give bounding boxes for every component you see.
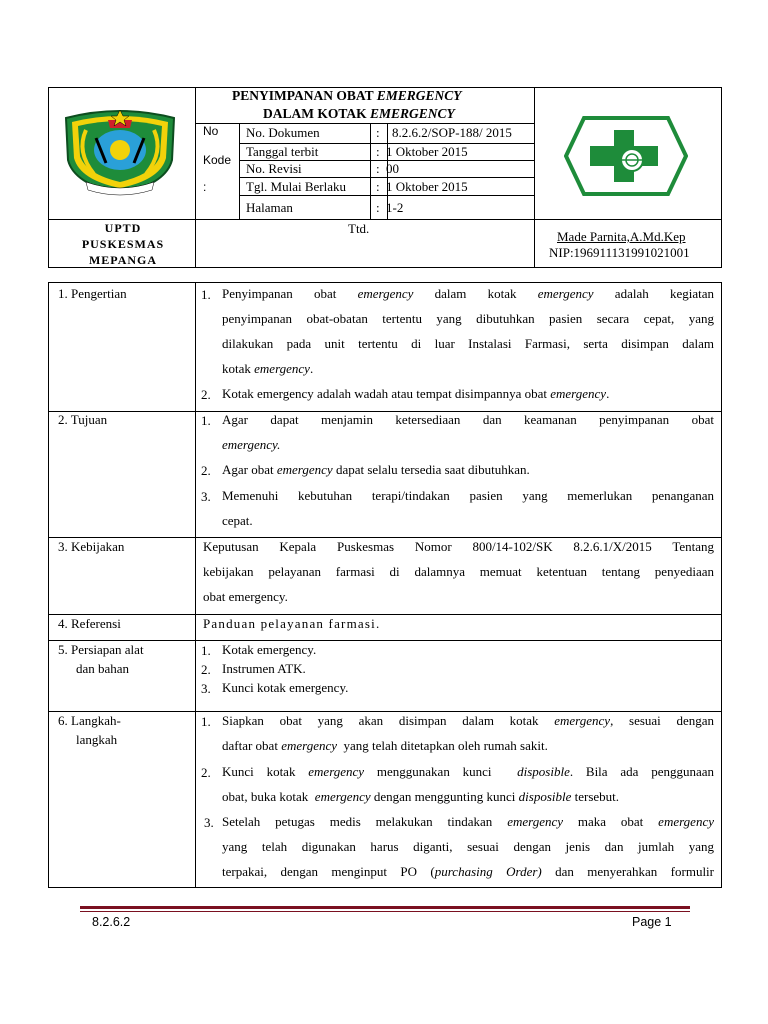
doc-title-line2: DALAM KOTAK EMERGENCY xyxy=(263,106,455,121)
text-line: Agar dapat menjamin ketersediaan dan keamanan penyimpanan obat xyxy=(222,412,714,427)
field-label-halaman: Halaman xyxy=(246,200,293,215)
text-line: kebijakan pelayanan farmasi di dalamnya memuat ketentuan tentang penyediaan xyxy=(203,564,714,579)
item-number: 3. xyxy=(201,489,211,504)
text-line: terpakai, dengan menginput PO (purchasing Order) dan menyerahkan formulir xyxy=(222,864,714,879)
item-number: 1. xyxy=(201,714,211,729)
section-label-referensi: 4. Referensi xyxy=(58,616,121,631)
field-colon: : xyxy=(376,144,380,159)
text-line: obat, buka kotak emergency dengan menggunting kunci disposible tersebut. xyxy=(222,789,620,804)
field-label-no-dokumen: No. Dokumen xyxy=(246,125,320,140)
section-label-kebijakan: 3. Kebijakan xyxy=(58,539,125,554)
text-line: Keputusan Kepala Puskesmas Nomor 800/14-102/SK 8.2.6.1/X/2015 Tentang xyxy=(203,539,714,554)
item-number: 2. xyxy=(201,387,211,402)
section-label-langkah-2: langkah xyxy=(76,732,118,747)
section-label-persiapan: 5. Persiapan alat xyxy=(58,642,144,657)
kode-label: Kode xyxy=(203,153,232,167)
doc-title-line1: PENYIMPANAN OBAT EMERGENCY xyxy=(232,88,462,103)
footer-rule xyxy=(80,906,690,909)
footer-code: 8.2.6.2 xyxy=(92,915,131,929)
ttd-label: Ttd. xyxy=(348,221,370,236)
text-line: penyimpanan obat-obatan tertentu yang dibutuhkan pasien secara cepat, yang xyxy=(222,311,714,326)
regency-logo xyxy=(56,108,184,196)
referensi-text: Panduan pelayanan farmasi. xyxy=(203,616,381,631)
item-number: 2. xyxy=(201,765,211,780)
field-colon: : xyxy=(376,125,380,140)
signer-nip: NIP:196911131991021001 xyxy=(549,245,690,260)
text-line: Penyimpanan obat emergency dalam kotak emergency adalah kegiatan xyxy=(222,286,714,301)
item-number: 1. xyxy=(201,643,211,658)
text-line: daftar obat emergency yang telah ditetapkan oleh rumah sakit. xyxy=(222,738,548,753)
section-label-persiapan-2: dan bahan xyxy=(76,661,130,676)
field-label-no-revisi: No. Revisi xyxy=(246,161,302,176)
field-label-tgl-mulai: Tgl. Mulai Berlaku xyxy=(246,179,347,194)
field-value-tanggal-terbit: 1 Oktober 2015 xyxy=(386,144,468,159)
list-item: Instrumen ATK. xyxy=(222,661,306,676)
text-line: obat emergency. xyxy=(203,589,288,604)
field-colon: : xyxy=(376,161,380,176)
item-number: 2. xyxy=(201,662,211,677)
item-number: 1. xyxy=(201,413,211,428)
text-line: kotak emergency. xyxy=(222,361,314,376)
puskesmas-logo xyxy=(564,116,688,196)
item-number: 3. xyxy=(201,681,211,696)
item-number: 3. xyxy=(204,815,214,830)
text-line: Kotak emergency adalah wadah atau tempat disimpannya obat emergency. xyxy=(222,386,610,401)
text-line: yang telah digunakan harus diganti, sesuai dengan jenis dan jumlah yang xyxy=(222,839,714,854)
item-number: 2. xyxy=(201,463,211,478)
field-label-tanggal-terbit: Tanggal terbit xyxy=(246,144,319,159)
field-value-tgl-mulai: 1 Oktober 2015 xyxy=(386,179,468,194)
list-item: Kotak emergency. xyxy=(222,642,317,657)
field-value-halaman: 1-2 xyxy=(386,200,404,215)
puskesmas-label: PUSKESMAS xyxy=(81,237,165,251)
text-line: cepat. xyxy=(222,513,253,528)
field-colon: : xyxy=(376,179,380,194)
list-item: Kunci kotak emergency. xyxy=(222,680,349,695)
no-label: No xyxy=(203,124,219,138)
signer-name: Made Parnita,A.Md.Kep xyxy=(557,229,686,244)
field-value-no-revisi: 00 xyxy=(386,161,399,176)
section-label-langkah: 6. Langkah- xyxy=(58,713,121,728)
field-colon: : xyxy=(376,200,380,215)
text-line: Agar obat emergency dapat selalu tersedia saat dibutuhkan. xyxy=(222,462,530,477)
text-line: Setelah petugas medis melakukan tindakan emergency maka obat emergency xyxy=(222,814,714,829)
text-line: Kunci kotak emergency menggunakan kunci disposible. Bila ada penggunaan xyxy=(222,764,715,779)
kode-colon: : xyxy=(203,180,207,194)
footer-rule-thin xyxy=(80,911,690,912)
section-label-tujuan: 2. Tujuan xyxy=(58,412,108,427)
field-value-no-dokumen: 8.2.6.2/SOP-188/ 2015 xyxy=(392,125,512,140)
text-line: Siapkan obat yang akan disimpan dalam kotak emergency, sesuai dengan xyxy=(222,713,715,728)
item-number: 1. xyxy=(201,287,211,302)
text-line: emergency. xyxy=(222,437,281,452)
uptd-label: UPTD xyxy=(104,221,142,235)
footer-page: Page 1 xyxy=(632,915,672,929)
section-label-pengertian: 1. Pengertian xyxy=(58,286,127,301)
mepanga-label: MEPANGA xyxy=(88,253,158,267)
text-line: dilakukan pada unit tertentu di luar Instalasi Farmasi, serta disimpan dalam xyxy=(222,336,714,351)
text-line: Memenuhi kebutuhan terapi/tindakan pasien yang memerlukan penanganan xyxy=(222,488,714,503)
